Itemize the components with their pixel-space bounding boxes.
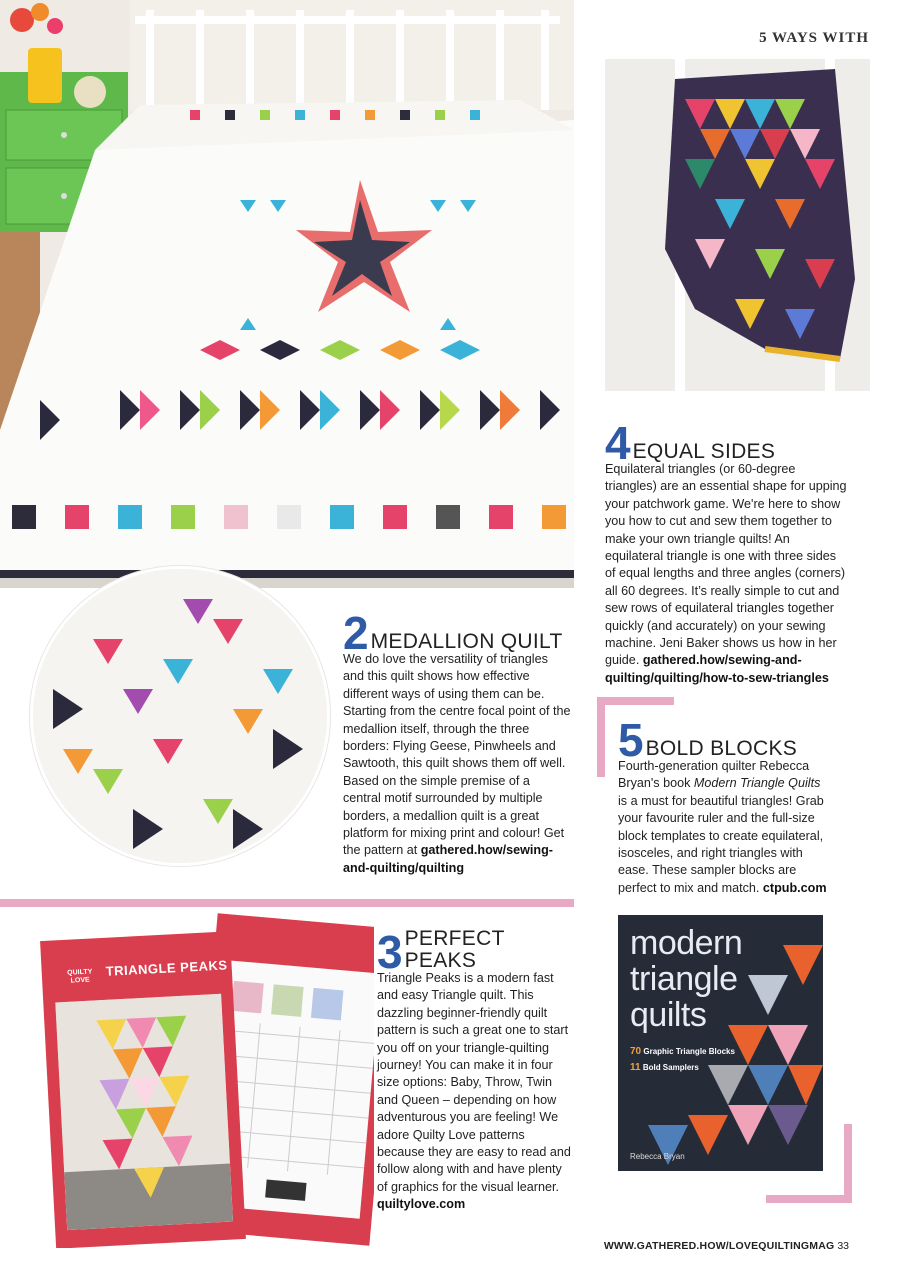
article-bold-blocks [618, 714, 832, 897]
medallion-detail-circle-photo [30, 566, 330, 866]
article-perfect-peaks [377, 928, 571, 1214]
medallion-quilt-photo [0, 0, 574, 588]
article-body-text: Equilateral triangles (or 60-degree triangles) are an essential shape for upping your patchwork game. We're here to show you how to cut and sew them together to make your own triangle quilts! An equilateral triangle is one with three sides of equal lengths and three angles (corners) all 60 degrees. It’s really simple to cut and sew rows of equilateral triangles together quickly (and accurately) on your sewing machine. Jeni Baker shows us how in her guide. [605, 462, 847, 668]
samplers-count: 11 [630, 1062, 641, 1073]
blocks-count: 70 [630, 1046, 642, 1057]
blocks-label: Graphic Triangle Blocks [643, 1047, 735, 1056]
article-equal-sides [605, 417, 849, 687]
triangle-peaks-quilt-illustration [55, 994, 233, 1230]
quilty-love-brand: QUILTY LOVE [67, 968, 93, 985]
section-label: 5 WAYS WITH [759, 30, 869, 46]
article-body [605, 461, 849, 687]
article-body [377, 970, 571, 1214]
article-body-text: We do love the versatility of triangles and this quilt shows how effective different ways of using them can be. Starting from the centre focal point of the medallion itself, through the three borders: Flying Geese, Pinwheels and Sawtooth, this quilt shows them off well. Based on the simple premise of a central motif surrounded by multiple borders, a medallion quilt is a great platform for mixing print and colour! Get the pattern at [343, 652, 571, 858]
article-number: 5 [618, 714, 644, 766]
book-subtitle [630, 1047, 735, 1073]
pattern-title: TRIANGLE PEAKS [105, 957, 228, 979]
page-footer [604, 1240, 849, 1252]
pink-corner-bracket-right [844, 1124, 852, 1203]
book-title-italic: Modern Triangle Quilts [693, 776, 821, 791]
ladder-quilt-illustration [605, 59, 870, 391]
book-author: Rebecca Bryan [630, 1152, 685, 1161]
book-title-line: quilts [630, 996, 707, 1034]
book-title [630, 925, 742, 1033]
article-medallion-quilt [343, 607, 571, 877]
book-title-line: triangle [630, 960, 738, 998]
article-title: MEDALLION QUILT [370, 630, 563, 653]
medallion-quilt-illustration [0, 0, 574, 588]
article-title: EQUAL SIDES [632, 440, 776, 463]
article-link[interactable]: quiltylove.com [377, 1197, 466, 1212]
pink-divider-rule [0, 899, 574, 907]
article-link[interactable]: gathered.how/sewing-and-quilting/quilting/how-to-sew-triangles [605, 653, 829, 685]
pink-corner-bracket-side [597, 697, 605, 777]
article-body [618, 758, 832, 897]
pattern-cover-photo [55, 994, 233, 1230]
modern-triangle-quilts-book-cover [618, 915, 823, 1171]
equilateral-quilt-photo [605, 59, 870, 391]
pink-corner-bracket-bottom [766, 1195, 852, 1203]
footer-url[interactable]: WWW.GATHERED.HOW/LOVEQUILTINGMAG [603, 1240, 835, 1252]
pattern-front-card [40, 931, 246, 1248]
book-title-line: modern [630, 924, 743, 962]
article-body-text: Fourth-generation quilter Rebecca Bryan's book [618, 759, 810, 791]
article-body [343, 651, 571, 877]
article-body-text: Triangle Peaks is a modern fast and easy Triangle quilt. This dazzling beginner-friendly quilt pattern is such a great one to start you off on your triangle-quilting journey! You can make it in four size options: Baby, Throw, Twin and Queen – depending on how adventurous you are feeling! We adore Quilty Love patterns because they are easy to read and follow along with and have plenty of graphics for the visual learner. [377, 971, 571, 1194]
article-title: BOLD BLOCKS [645, 737, 798, 760]
page-number: 33 [837, 1240, 849, 1252]
triangle-peaks-pattern-photo [30, 912, 374, 1248]
article-link[interactable]: ctpub.com [762, 880, 827, 895]
pinwheel-detail-illustration [33, 569, 327, 863]
article-number: 2 [343, 607, 369, 659]
samplers-label: Bold Samplers [642, 1063, 699, 1072]
article-number: 3 [377, 926, 403, 978]
article-body-text: is a must for beautiful triangles! Grab your favourite ruler and the full-size block templates to create equilateral, isosceles, and right triangles with ease. These sampler blocks are perfect to mix and match. [618, 793, 824, 895]
article-link[interactable]: gathered.how/sewing-and-quilting/quilting [343, 843, 553, 875]
article-number: 4 [605, 417, 631, 469]
pink-corner-bracket-top [597, 697, 674, 705]
article-title: PERFECT PEAKS [404, 927, 505, 972]
